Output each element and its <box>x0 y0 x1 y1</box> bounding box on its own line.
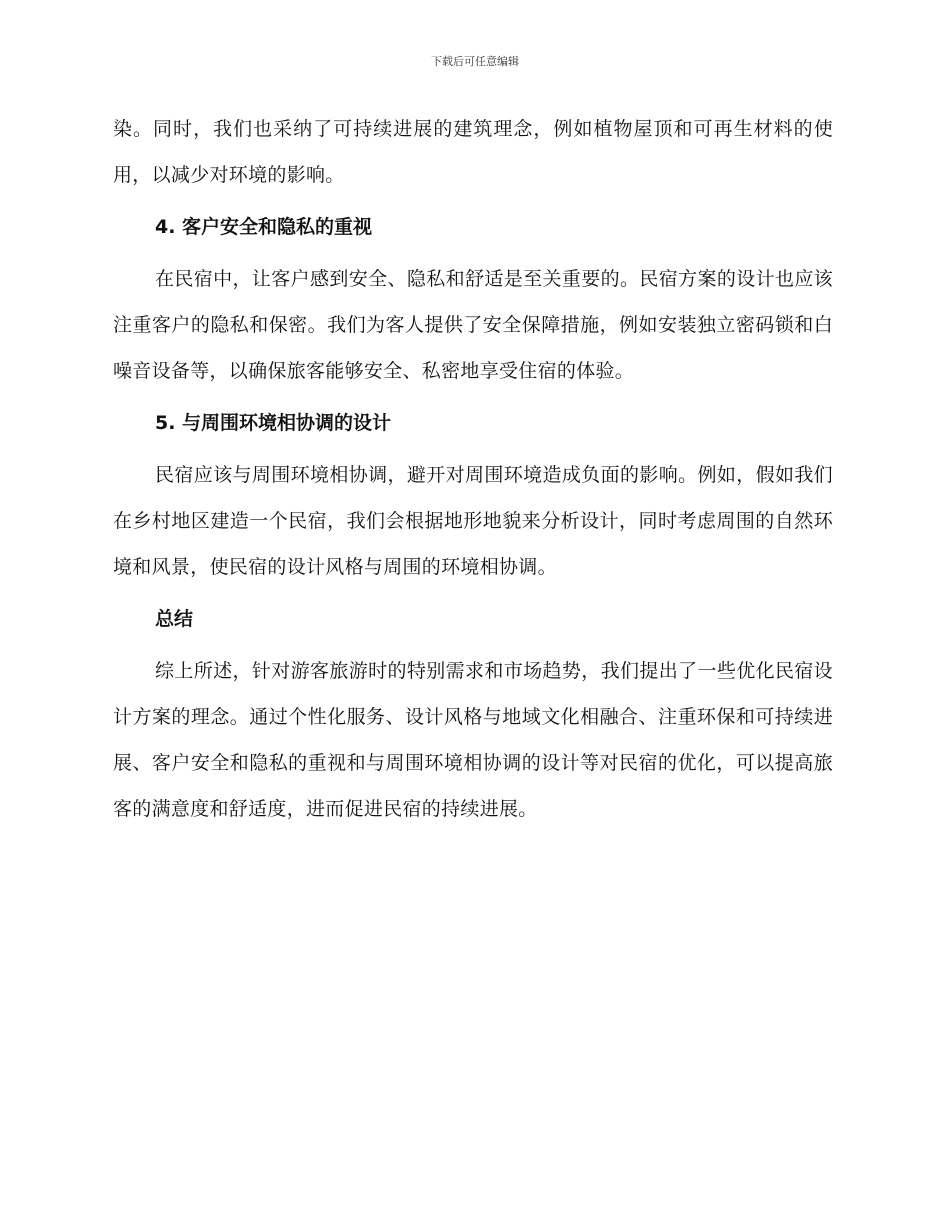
summary-paragraph: 综上所述，针对游客旅游时的特别需求和市场趋势，我们提出了一些优化民宿设计方案的理念。通过个性化服务、设计风格与地域文化相融合、注重环保和可持续进展、客户安全和隐私的重视和与周围环境相协调的设计等对民宿的优化，可以提高旅客的满意度和舒适度，进而促进民宿的持续进展。 <box>113 660 833 820</box>
section-4-heading: 4. 客户安全和隐私的重视 <box>155 216 373 238</box>
section-4-paragraph: 在民宿中，让客户感到安全、隐私和舒适是至关重要的。民宿方案的设计也应该注重客户的隐私和保密。我们为客人提供了安全保障措施，例如安装独立密码锁和白噪音设备等，以确保旅客能够安全、私密地享受住宿的体验。 <box>113 268 833 382</box>
summary-heading: 总结 <box>155 608 194 630</box>
section-5-heading: 5. 与周围环境相协调的设计 <box>155 412 392 434</box>
intro-continuation-paragraph: 染。同时，我们也采纳了可持续进展的建筑理念，例如植物屋顶和可再生材料的使用，以减少对环境的影响。 <box>113 118 833 186</box>
document-body <box>113 106 833 832</box>
page-header-note: 下载后可任意编辑 <box>431 55 519 68</box>
section-5-paragraph: 民宿应该与周围环境相协调，避开对周围环境造成负面的影响。例如，假如我们在乡村地区建造一个民宿，我们会根据地形地貌来分析设计，同时考虑周围的自然环境和风景，使民宿的设计风格与周围的环境相协调。 <box>113 464 833 578</box>
